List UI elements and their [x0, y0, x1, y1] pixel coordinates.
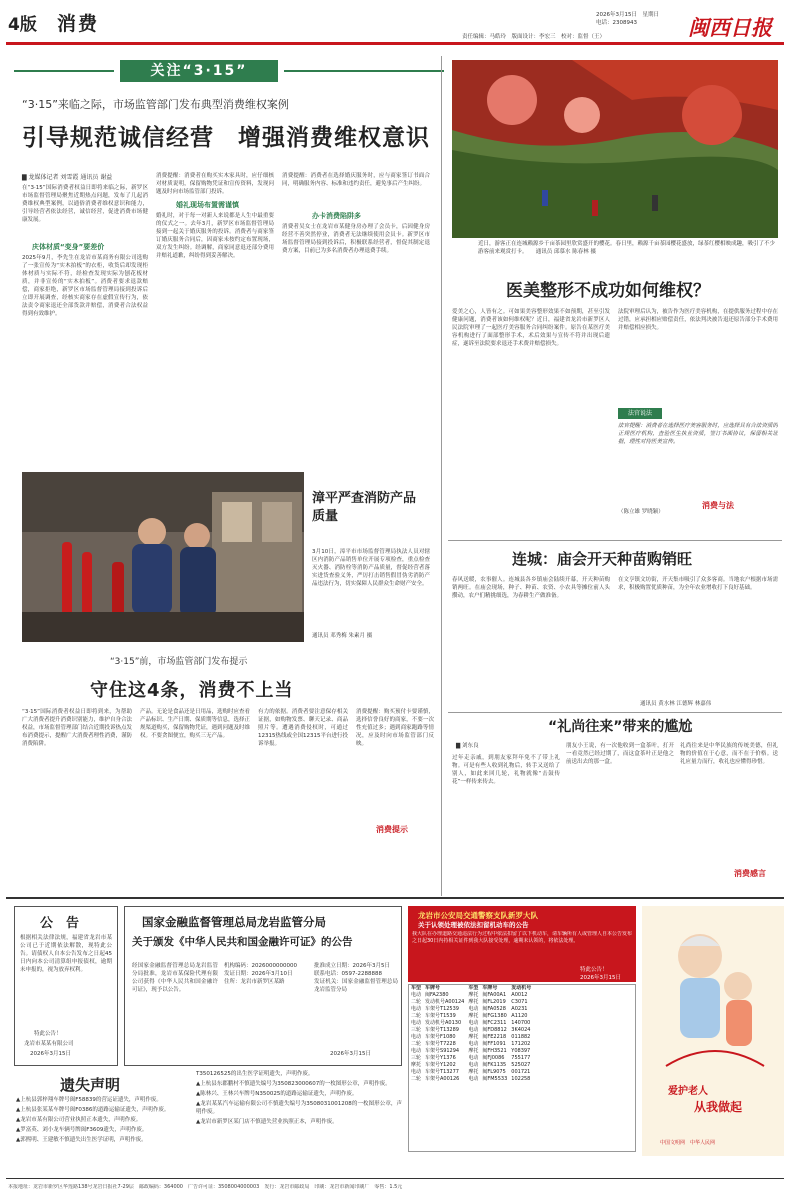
table-row [409, 1055, 533, 1062]
table-header-cell: 车型 [468, 985, 479, 991]
regulator-issuer: 国家金融监督管理总局龙岩监管分局 [142, 915, 326, 929]
main-col1: 在“3·15”国际消费者权益日即将来临之际，新罗区市场监督管理局聚焦近期热点问题，发布了几起消费维权典型案例，以通俗消费者维权意识和能力，引导经营者依法经营，诚信经营，促进消费市场健康发展。 [22, 185, 148, 223]
main-sub3: 办卡消费陷阱多 [312, 212, 361, 220]
header-rule [6, 42, 784, 45]
courtesy-byline: ▇ 刘东良 [456, 743, 479, 749]
main-col2: 消费提醒：消费者在购买实木家具时，应仔细核对材质说明，保留购物凭证和宣传资料，发现问题及时向市场监管部门投诉。 [156, 173, 274, 195]
medical-col1: 爱美之心，人皆有之。可如果美容整形效果不如预期，甚至引发健康问题，消费者该如何维权呢？近日，福建省龙岩市新罗区人民法院审理了一起医疗美容服务合同纠纷案件。原告在某医疗美容机构进行了面部整形手术，术后效果与宣传不符并出现后遗症，遂诉至法院要求退还手术费并赔偿损失。 [452, 309, 610, 347]
table-cell: 车架号T13289 [425, 1027, 459, 1033]
table-cell: 140700 [511, 1020, 531, 1026]
regulator-title: 关于颁发《中华人民共和国金融许可证》的公告 [132, 936, 353, 948]
table-cell: 闽FL9075 [482, 1069, 506, 1075]
table-cell: 车架号F1080 [425, 1034, 456, 1040]
table-cell: 摩托 [468, 992, 479, 998]
liancheng-col1: 春风送暖，农事催人。连城县各乡镇庙会陆续开幕，开天种苗购销两旺。在庙会现场，种子、种苗、农资、小农具等摊位前人头攒动，农户们精挑细选，为春耕生产做准备。 [452, 577, 610, 599]
main-headline: 引导规范诚信经营 增强消费维权意识 [22, 125, 430, 151]
ad-line2: 从我做起 [694, 1100, 743, 1114]
table-cell: A0231 [511, 1006, 528, 1012]
table-cell: 摩托 [468, 1069, 479, 1075]
table-cell: 电动 [468, 1006, 479, 1012]
table-cell: 电动 [468, 1062, 479, 1068]
table-cell: 发动机号A00124 [425, 999, 465, 1005]
list-item: ▲龙岩某某汽车运输有限公司不慎遗失编号为3508031001208的一枚图形公章，声明作废。 [196, 1101, 402, 1115]
table-cell: 二轮 [411, 1041, 422, 1047]
table-header-cell: 车型 [411, 985, 422, 991]
table-cell: 001721 [511, 1069, 531, 1075]
main-col2b: 婚礼时，对于每一对新人来说都是人生中最重要的仪式之一。去年3月，新罗区市场监督管理局接到一起关于婚庆服务的投诉。消费者与商家签订婚庆服务合同后，因商家未按约定布置现场，双方发生纠纷。经调解，商家同意退还部分费用并赔礼道歉，纠纷得到妥善解决。 [156, 213, 274, 259]
table-cell: 电动 [468, 1076, 479, 1082]
table-cell: 摩托 [468, 1034, 479, 1040]
table-cell: 755177 [511, 1055, 531, 1061]
bottom-rule [6, 897, 784, 899]
page-label: 4版 [8, 15, 37, 35]
table-cell: 闽FJ0086 [482, 1055, 505, 1061]
banner-line-right [284, 70, 444, 72]
issue-tel: 电话：2308943 [596, 20, 637, 26]
article4-kicker: “3·15”前，市场监管部门发布提示 [110, 657, 248, 667]
table-row [409, 1027, 533, 1034]
table-cell: C3071 [511, 999, 528, 1005]
regulator-col3: 批准成立日期：2026年3月5日 联系电话：0597-2288888 发证机关：国家金融监督管理总局龙岩监管分局 [314, 963, 398, 993]
table-header-cell: 发动机号 [511, 985, 532, 991]
table-row [409, 1013, 533, 1020]
table-cell: 电动 [468, 1055, 479, 1061]
tea-garden-caption: 近日，游客正在连城赖源乡千亩茶园里欣赏盛开的樱花。春日里，赖源千亩茶园樱花盛放，绿茶红樱相映成趣，吸引了不少游客前来观赏打卡。 通讯员 邱慕水 陈春林 摄 [478, 241, 776, 255]
table-cell: 电动 [411, 992, 422, 998]
table-cell: 二轮 [411, 999, 422, 1005]
tea-garden-photo [452, 60, 778, 238]
quality-body: 3月10日，漳平市市场监督管理局执法人员对辖区内消防产品销售单位开展专项检查，重点检查灭火器、消防栓等消防产品质量，督促经营者落实进货查验义务，严厉打击销售假冒伪劣消防产品违法行为，切实保障人民群众生命财产安全。 [312, 549, 430, 587]
table-row [409, 1062, 533, 1069]
table-cell: 三轮 [411, 1027, 422, 1033]
list-item: ▲上杭县张某某车牌号闽F0386的道路运输证遗失，声明作废。 [16, 1107, 170, 1113]
footer-text: 本报地址：龙岩市新罗区华莲路138号龙岩日报社7-29层 邮政编码：364000 广告许可证：3508004000003 发行：龙岩市邮政局 印刷：龙岩市新闻印刷厂 零售：1.5元 [8, 1184, 403, 1190]
notice-footer2: 龙岩市某某有限公司 [24, 1041, 74, 1047]
table-cell: 011882 [511, 1034, 531, 1040]
section-title: 消费 [57, 13, 100, 35]
medical-divider [448, 540, 782, 541]
list-item: ▲上杭县东郡鹏村不慎遗失编号为350823000607的一枚图形公章，声明作废。 [196, 1081, 391, 1087]
medical-note-tag: 法官说法 [618, 408, 662, 419]
regulator-date: 2026年3月15日 [330, 1051, 371, 1057]
table-cell: 电动 [411, 1069, 422, 1075]
table-row [409, 999, 533, 1006]
liancheng-divider [448, 712, 782, 713]
table-cell: 二轮 [411, 1076, 422, 1082]
ad-illustration [660, 916, 770, 1080]
main-sub2: 婚礼现场布置需谨慎 [176, 201, 239, 209]
footer-rule [6, 1178, 784, 1179]
table-row [409, 1069, 533, 1076]
main-sub1: 庆体材质“变身”要差价 [32, 243, 105, 251]
notice-title: 公 告 [40, 916, 80, 931]
table-cell: 二轮 [411, 1013, 422, 1019]
table-cell: 车架号Y1202 [425, 1062, 456, 1068]
table-cell: 闽FA00A1 [482, 992, 507, 998]
table-cell: 闽FE2218 [482, 1034, 507, 1040]
column-divider [441, 56, 442, 896]
inspection-photo [22, 472, 304, 642]
table-cell: 摩托 [468, 1013, 479, 1019]
table-cell: 电动 [411, 1034, 422, 1040]
traffic-subtitle: 关于认领处理被依法扣留机动车的公告 [418, 921, 529, 929]
issue-date: 2026年3月15日 星期日 [596, 12, 659, 18]
table-cell: 车架号Y1376 [425, 1055, 456, 1061]
lost-title: 遗失声明 [60, 1076, 121, 1094]
table-row [409, 1034, 533, 1041]
table-cell: A0012 [511, 992, 528, 998]
liancheng-col2: 在文亨镇文坊街，开天集市吸引了众多客商。当地农户根据市场需求，积极购置优质种苗，为全年农业增收打下良好基础。 [618, 577, 778, 591]
main-byline: ▇ 龙媒体记者 刘雪霞 通讯员 谢益 [22, 174, 113, 181]
ad-line1: 爱护老人 [668, 1086, 708, 1097]
issue-editors: 责任编辑：马皓玲 版面设计：李宏三 校对：监督（王） [462, 34, 606, 40]
article4-col4: 消费提醒：购买预付卡要谨慎，选择信誉良好的商家，不要一次性充值过多；遇到商家跑路等情况，应及时向市场监管部门反映。 [356, 709, 434, 747]
table-cell: 525027 [511, 1062, 531, 1068]
table-cell: 车架号S91294 [425, 1048, 460, 1054]
ad-footer: 中国文明网 中华人民网 [660, 1140, 716, 1146]
courtesy-col1: 过年走亲戚，到朋友家拜年免不了带上礼物。可是有些人收到礼物后，转手又送给了别人，如此来回几轮，礼物就像“击鼓传花”一样传来传去。 [452, 755, 560, 785]
article4-col3: 有力的依据。消费者要注意保存相关证据，如购物发票、聊天记录、商品照片等。遭遇消费侵权时，可通过12315热线或全国12315平台进行投诉举报。 [258, 709, 348, 747]
table-row [409, 1048, 533, 1055]
quality-byline: 通讯员 邓秀梅 朱素月 摄 [312, 633, 373, 639]
table-header-cell: 车牌号 [425, 985, 441, 991]
list-item: ▲郭熙明、王建敏不慎遗失出生医学证明，声明作废。 [16, 1137, 147, 1143]
table-cell: 车架号T7228 [425, 1041, 456, 1047]
traffic-table [409, 985, 533, 1083]
article4-note: 消费提示 [376, 825, 408, 834]
table-cell: 171202 [511, 1041, 531, 1047]
list-item: ▲上杭县郭梓翔车牌号闽F58839的营运证遗失，声明作废。 [16, 1097, 162, 1103]
traffic-table-wrap [408, 984, 636, 1152]
table-cell: 102258 [511, 1076, 531, 1082]
paper-logo: 闽西日报 [688, 15, 772, 40]
courtesy-headline: “礼尚往来”带来的尴尬 [548, 719, 693, 735]
table-row [409, 1020, 533, 1027]
liancheng-headline: 连城：庙会开天种苗购销旺 [512, 550, 693, 568]
lost-list-1 [16, 1096, 186, 1146]
medical-note-byline: （陈立雄 罗晓颖） [618, 509, 664, 515]
table-cell: 摩托 [468, 1048, 479, 1054]
table-header-cell: 车牌号 [482, 985, 498, 991]
courtesy-col2: 朋友小王说，有一次他收到一盒茶叶，打开一看竟然已经过期了，而这盒茶叶正是他之前送出去的那一盒。 [566, 743, 674, 765]
traffic-body: 我大队在办理道路交通违法行为过程中依法扣留了以下机动车，请车辆所有人或管理人自本公告发布之日起30日内持相关证件到我大队接受处理，逾期未认领的，将依法处理。 [412, 931, 632, 944]
list-item: ▲龙岩市某有限公司营业执照正本遗失，声明作废。 [16, 1117, 142, 1123]
table-cell: 摩托 [468, 999, 479, 1005]
article4-col2: 产品。无论是食品还是日用品，选购时应查看产品标识、生产日期、保质期等信息，选择正规渠道购买，保留购物凭证，遇到问题及时维权。不要贪图便宜，购买三无产品。 [140, 709, 250, 739]
main-col1b: 2025年9月，李先生在龙岩市某商务有限公司选购了一张宣传为“实木拍板”的衣柜，收货后却发现柜体材质与实际不符，经检查发现实际为刨花板材质，并非宣传的“实木拍板”。消费者要求退款赔偿，商家拒绝，新罗区市场监督管理局接到投诉后立即开展调查，经核实商家存在虚假宣传行为，依法责令商家退还全部货款并赔偿，消费者合法权益得到有效维护。 [22, 255, 148, 317]
table-row [409, 992, 533, 999]
table-cell: 发动机号A0130 [425, 1020, 462, 1026]
main-kicker: “3·15”来临之际，市场监管部门发布典型消费维权案例 [22, 98, 289, 111]
article4-col1: “3·15”国际消费者权益日即将到来，为帮助广大消费者提升消费识别能力，维护自身合法权益，市场监督管理部门结合近期投诉热点发布消费提示，提醒广大消费者理性消费，谨防消费陷阱。 [22, 709, 132, 747]
quality-headline: 漳平严查消防产品质量 [312, 491, 417, 524]
table-cell: 摩托 [411, 1062, 422, 1068]
table-cell: 闽FF1091 [482, 1041, 506, 1047]
table-cell: 闽FA0528 [482, 1006, 506, 1012]
focus-banner: 关注“3·15” [120, 60, 278, 82]
table-cell: 电动 [411, 1048, 422, 1054]
table-row [409, 1076, 533, 1083]
table-cell: 闽FK1135 [482, 1062, 507, 1068]
table-cell: 闽FL2019 [482, 999, 506, 1005]
medical-col2: 法院审理后认为，被告作为医疗美容机构，在提供服务过程中存在过错，应承担相应赔偿责任，依法判决被告退还原告部分手术费用并赔偿相应损失。 [618, 309, 778, 331]
list-item: ▲龙岩市新罗区某门店不慎遗失营业执照正本，声明作废。 [196, 1119, 338, 1125]
courtesy-note: 消费感言 [734, 869, 766, 878]
notice-footer3: 2026年3月15日 [30, 1051, 71, 1057]
main-col3b: 消费者吴女士在龙岩市某健身房办理了会员卡，后因健身房经营不善突然停业，消费者无法继续使用会员卡。新罗区市场监督管理局接到投诉后，积极联系经营者，督促其制定退费方案，目前已为多名消费者办理退费手续。 [282, 224, 430, 254]
list-item: ▲陈林兴、王林兴车牌号N350025的道路运输证遗失，声明作废。 [196, 1091, 358, 1097]
table-cell: 电动 [411, 1020, 422, 1026]
table-row [409, 1041, 533, 1048]
table-cell: 车架号T13277 [425, 1069, 459, 1075]
medical-headline: 医美整形不成功如何维权？ [506, 281, 710, 301]
banner-line-left [14, 70, 114, 72]
traffic-footer: 特此公告！ [580, 967, 608, 973]
table-cell: 电动 [468, 1041, 479, 1047]
table-cell: 闽FA2380 [425, 992, 449, 998]
table-cell: 闽FD8812 [482, 1027, 507, 1033]
medical-note-body: 法官提醒：消费者在选择医疗美容服务时，应选择具有合法资质的正规医疗机构，查验医生执业资质，签订书面协议，保留相关证据，理性对待医美宣传。 [618, 423, 778, 445]
liancheng-byline: 通讯员 黄水林 江德辉 林嘉伟 [640, 701, 712, 707]
table-cell: 电动 [411, 1006, 422, 1012]
regulator-col1: 经国家金融监督管理总局龙岩监管分局批准，龙岩市某保险代理有限公司获得《中华人民共和国金融许可证》，现予以公告。 [132, 963, 218, 993]
table-cell: 车架号T1539 [425, 1013, 456, 1019]
notice-body: 根据相关法律法规，福建省龙岩市某公司已于近期依法解散，现特此公告。请债权人自本公告发布之日起45日内向本公司清算组申报债权，逾期未申报的，视为放弃权利。 [20, 935, 112, 973]
lost-list-2 [196, 1070, 402, 1128]
table-cell: 三轮 [411, 1055, 422, 1061]
table-cell: 闽FM5533 [482, 1076, 508, 1082]
table-cell: A1120 [511, 1013, 528, 1019]
article4-headline: 守住这4条，消费不上当 [90, 680, 294, 701]
list-item: ▲罗富英、刘小龙车辆号牌闽F3609遗失，声明作废。 [16, 1127, 148, 1133]
traffic-date: 2026年3月15日 [580, 975, 621, 981]
traffic-title: 龙岩市公安局交通警察支队新罗大队 [418, 911, 538, 920]
table-cell: Y08397 [511, 1048, 531, 1054]
table-cell: 闽FC2311 [482, 1020, 507, 1026]
table-cell: 3K4024 [511, 1027, 531, 1033]
table-cell: 闽FG1380 [482, 1013, 507, 1019]
main-col3: 消费提醒：消费者在选择婚庆服务时，应与商家签订书面合同，明确服务内容、标准和违约责任，避免事后产生纠纷。 [282, 173, 430, 187]
regulator-col2: 机构编码：2026000000000 发证日期：2026年3月10日 住所：龙岩市新罗区某路 [224, 963, 297, 985]
table-row [409, 1006, 533, 1013]
list-item: T350126525的出生医学证明遗失，声明作废。 [196, 1071, 314, 1077]
table-cell: 车架号T12539 [425, 1006, 459, 1012]
notice-footer1: 特此公告！ [34, 1031, 62, 1037]
table-cell: 电动 [468, 1027, 479, 1033]
courtesy-col3: 礼尚往来是中华民族的传统美德，但礼物的价值在于心意，而不在于价格。送礼应量力而行，收礼也应懂得珍惜。 [680, 743, 778, 765]
table-cell: 闽FH3521 [482, 1048, 507, 1054]
table-cell: 电动 [468, 1020, 479, 1026]
table-cell: 车架号A00126 [425, 1076, 460, 1082]
medical-note-title: 消费与法 [702, 501, 734, 510]
